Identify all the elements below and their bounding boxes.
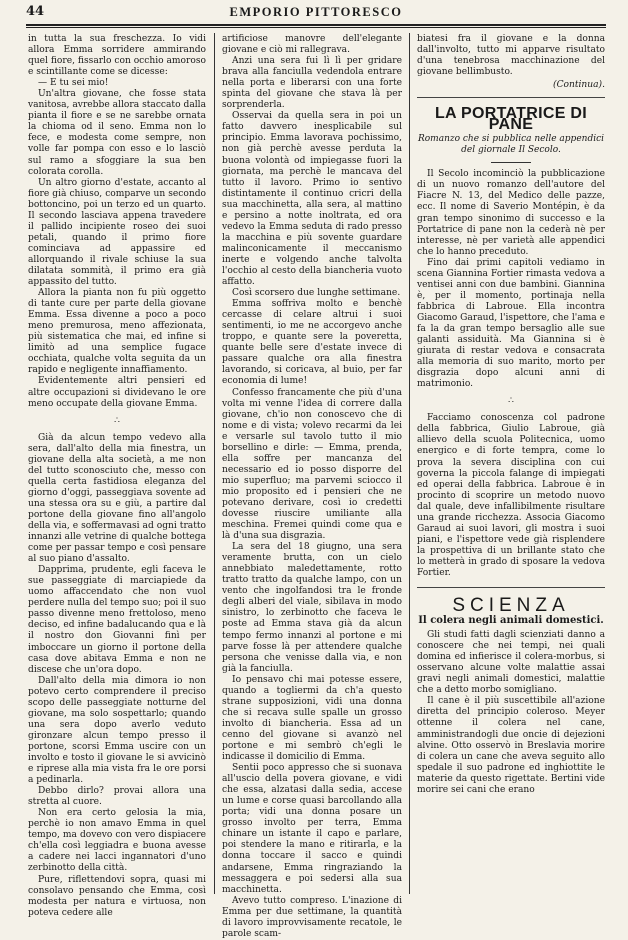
asterism-ornament: ∴ [114,415,120,426]
page-number: 44 [26,4,45,19]
column-3 [417,34,605,896]
publication-title: EMPORIO PITTORESCO [229,5,403,19]
article-headline: LA PORTATRICE DI PANE [434,105,588,134]
paragraph: Facciamo conoscenza col padrone della fabbrica, Giulio Labroue, già allievo della scuola Politecnica, uomo energico e di forte tempra, come lo prova la severa disciplina con cui governa la piccola falange di impiegati ed operai della fabbrica. Labroue è in procinto di scoprire un metodo nuovo dal quale, deve infallibilmente risultare una grande ricchezza. Associa Giacomo Garaud ai suoi lavori, gli mostra i suoi piani, e l'ispettore vede già risplendere la prospettiva di un brillante stato che lo metterà in grado di sposare la vedova Fortier. [417,413,605,578]
column-divider-1 [214,33,215,894]
paragraph: Gli studi fatti dagli scienziati danno a conoscere che nei tempi, nei quali domina ed infierisce il colera-morbus, si osservano alcune volte malattie assai gravi negli animali domestici, malattie che a detto morbo somigliano. [417,630,605,696]
paragraph: Allora la pianta non fu più oggetto di tante cure per parte della giovane Emma. Essa divenne a poco a poco meno premurosa, meno affezionata, più sistematica che mai, ed infine si limitò ad una semplice fugace occhiata, qualche volta seguita da un rapido e negligente innaffiamento. [28,288,206,376]
asterism-ornament: ∴ [508,396,514,407]
paragraph: Anzi una sera fui lì lì per gridare brava alla fanciulla vedendola entrare nella porta e liberarsi con una forte spinta del giovane che stava là per sorprenderla. [222,56,402,111]
paragraph: Fino dai primi capitoli vediamo in scena Giannina Fortier rimasta vedova a ventisei anni con due bambini. Giannina è, per il momento, portinaja nella fabbrica di Labroue. Ella incontra Giacomo Garaud, l'ispettore, che l'ama e fa la da gran tempo bersaglio alle sue galanti assiduità. Ma Giannina si è giurata di restar vedova e consacrata alla memoria di suo marito, morto per disgrazia dopo alcuni anni di matrimonio. [417,257,605,390]
article-subtitle: Romanzo che si pubblica nelle appendici del giornale Il Secolo. [417,134,605,156]
paragraph: Un altro giorno d'estate, accanto al fiore già chiuso, comparve un secondo bottoncino, poi un terzo ed un quarto. Il secondo lasciava appena travedere il pallido incipiente roseo dei suoi petali, quando il primo fiore cominciava ad appassire ed allorquando il rivale schiuse la sua dilatata sommità, il primo era già appassito del tutto. [28,177,206,288]
column-divider-2 [409,33,410,894]
column-1 [28,34,206,918]
paragraph: Sentii poco appresso che si suonava all'uscio della povera giovane, e vidi che essa, alzatasi dalla sedia, accese un lume e corse quasi barcollando alla porta; vidi una donna posare un grosso involto per terra, Emma chinare un istante il capo e parlare, poi stendere la mano e ritirarla, e la donna toccare il sacco e quindi andarsene, Emma ringraziando la messaggera e poi sedersi alla sua macchinetta. [222,763,402,895]
paragraph: Pure, riflettendovi sopra, quasi mi consolavo pensando che Emma, così modesta per natura e virtuosa, non poteva cedere alle [28,874,206,918]
paragraph: Emma soffriva molto e benchè cercasse di celare altrui i suoi sentimenti, io me ne accorgevo anche troppo, e quante sere la poveretta, quante belle sere d'estate invece di passare qualche ora alla finestra lavorando, si coricava, al buio, per far economia di lume! [222,299,402,387]
paragraph: Dall'alto della mia dimora io non potevo certo comprendere il preciso scopo delle passeggiate notturne del giovane, ma solo sospettarlo; quando una sera dopo averlo veduto gironzare alcun tempo presso il portone, scorsi Emma uscire con un involto e tosto il giovane le si avvicinò e riprese alla mia vista fra le ore porsi a pedinarla. [28,675,206,786]
article-title: Il colera negli animali domestici. [418,615,604,627]
paragraph: in tutta la sua freschezza. Io vidi allora Emma sorridere ammirando quel fiore, fissarlo con occhio amoroso e scintillante come se dicesse: [28,34,206,78]
paragraph: Io pensavo chi mai potesse essere, quando a togliermi da ch'a questo strane supposizioni, vidi una donna che si recava sulle spalle un grosso involto di biancheria. Essa ad un cenno del giovane si avanzò nel portone e mi sembrò ch'egli le indicasse il domicilio di Emma. [222,674,402,763]
paragraph: Confesso francamente che più d'una volta mi venne l'idea di correre dalla giovane, ch'io non conoscevo che di nome e di vista; volevo recarmi da lei e versarle sul tavolo tutto il mio borsellino e dirle: — Emma, prenda, ella soffre per mancanza del necessario ed io posso disporre del mio superfluo; ma parvemi sciocco il mio proposito ed i pensieri che ne potevano derivare, così io credetti dovesse riuscire umiliante alla meschina. Fremei quindi come qua e là d'una sua disgrazia. [222,387,402,542]
header-rule [26,24,606,26]
paragraph: Il cane è il più suscettibile all'azione diretta del principio coleroso. Meyer ottenne il colera nel cane, amministrandogli due oncie di dejezioni alvine. Otto osservò in Breslavia morire di colera un cane che aveva seguito allo spedale il suo padrone ed inghiottite le materie da questo rigettate. Bertini vide morire sei cani che erano [417,696,605,795]
paragraph: artificiose manovre dell'elegante giovane e ciò mi rallegrava. [222,34,402,56]
paragraph: Debbo dirlo? provai allora una stretta al cuore. [28,786,206,808]
paragraph: Dapprima, prudente, egli faceva le sue passeggiate di marciapiede da uomo affaccendato che non vuol perdere nulla del tempo suo; poi il suo passo divenne meno frettoloso, meno deciso, ed infine badalucando qua e là il nostro don Giovanni finì per imboccare un giorno il portone della casa dove abitava Emma e non ne discese che un'ora dopo. [28,565,206,675]
paragraph: La sera del 18 giugno, una sera veramente brutta, con un cielo annebbiato maledettamente, rotto tratto tratto da qualche lampo, con un vento che ingolfandosi tra le fronde degli alberi del viale, sibilava in modo sinistro, lo zerbinotto che faceva le poste ad Emma stava già da alcun tempo fermo innanzi al portone e mi parve fosse là per attendere qualche persona che venisse dalla via, e non già la fanciulla. [222,542,402,674]
column-2 [222,34,402,939]
section-rule [417,97,605,98]
paragraph: Già da alcun tempo vedevo alla sera, dall'alto della mia finestra, un giovane della alta società, a me non del tutto sconosciuto che, messo con quella certa fastidiosa eleganza del giorno d'oggi, passeggiava sovente ad una stessa ora su e giù, a partire dal portone della giovane fino all'angolo della via, e soffermavasi ad ogni tratto innanzi alle vetrine di qualche bottega come per passar tempo e così pensare al suo piano d'assalto. [28,432,206,565]
header-rule-thin [26,27,606,28]
paragraph: Un'altra giovane, che fosse stata vanitosa, avrebbe allora staccato dalla pianta il fiore e se ne sarebbe ornata la chioma od il seno. Emma non lo fece, e modesta come sempre, non volle far pompa con esso e lo lasciò sul ramo a sfoggiare la sua ben colorata corolla. [28,89,206,177]
continua-note: (Continua). [553,80,605,91]
paragraph: Non era certo gelosia la mia, perchè io non amavo Emma in quel tempo, ma dovevo con vero dispiacere ch'ella così leggiadra e buona avesse a cadere nei lacci ingannatori d'uno zerbinotto della città. [28,808,206,874]
paragraph: — E tu sei mio! [38,78,109,89]
paragraph: biatesi fra il giovane e la donna dall'involto, tutto mi apparve risultato d'una tenebrosa macchinazione del giovane bellimbusto. [417,34,605,78]
short-rule [491,162,531,163]
paragraph: Osservai da quella sera in poi un fatto davvero inesplicabile sul principio. Emma lavorava pochissimo, non già perchè avesse perduta la buona volontà od impiegasse fuori la giornata, ma perchè le mancava del tutto il lavoro. Primo io sentivo distintamente il continuo cricri della sua macchinetta, alla sera, al mattino e persino a notte inoltrata, ed ora vedevo la Emma seduta di rado presso la macchina e più sovente guardare malinconicamente il meccanismo inerte e volgendo anche talvolta l'occhio al cesto della biancheria vuoto affatto. [222,111,402,288]
paragraph: Evidentemente altri pensieri ed altre occupazioni si dividevano le ore meno occupate della giovane Emma. [28,376,206,409]
page-header [26,4,606,24]
paragraph: Così scorsero due lunghe settimane. [232,288,401,299]
paragraph: Avevo tutto compreso. L'inazione di Emma per due settimane, la quantità di lavoro improvvisamente recatole, le parole scam- [222,895,402,939]
section-title: SCIENZA [452,595,570,617]
section-rule [417,587,605,588]
paragraph: Il Secolo incominciò la pubblicazione di un nuovo romanzo dell'autore del Fiacre N. 13, del Medico delle pazze, ecc. Il nome di Saverio Montépin, è da gran tempo sinonimo di successo e la Portatrice di pane non la cederà nè per interesse, nè per varietà alle appendici che lo hanno preceduto. [417,169,605,257]
